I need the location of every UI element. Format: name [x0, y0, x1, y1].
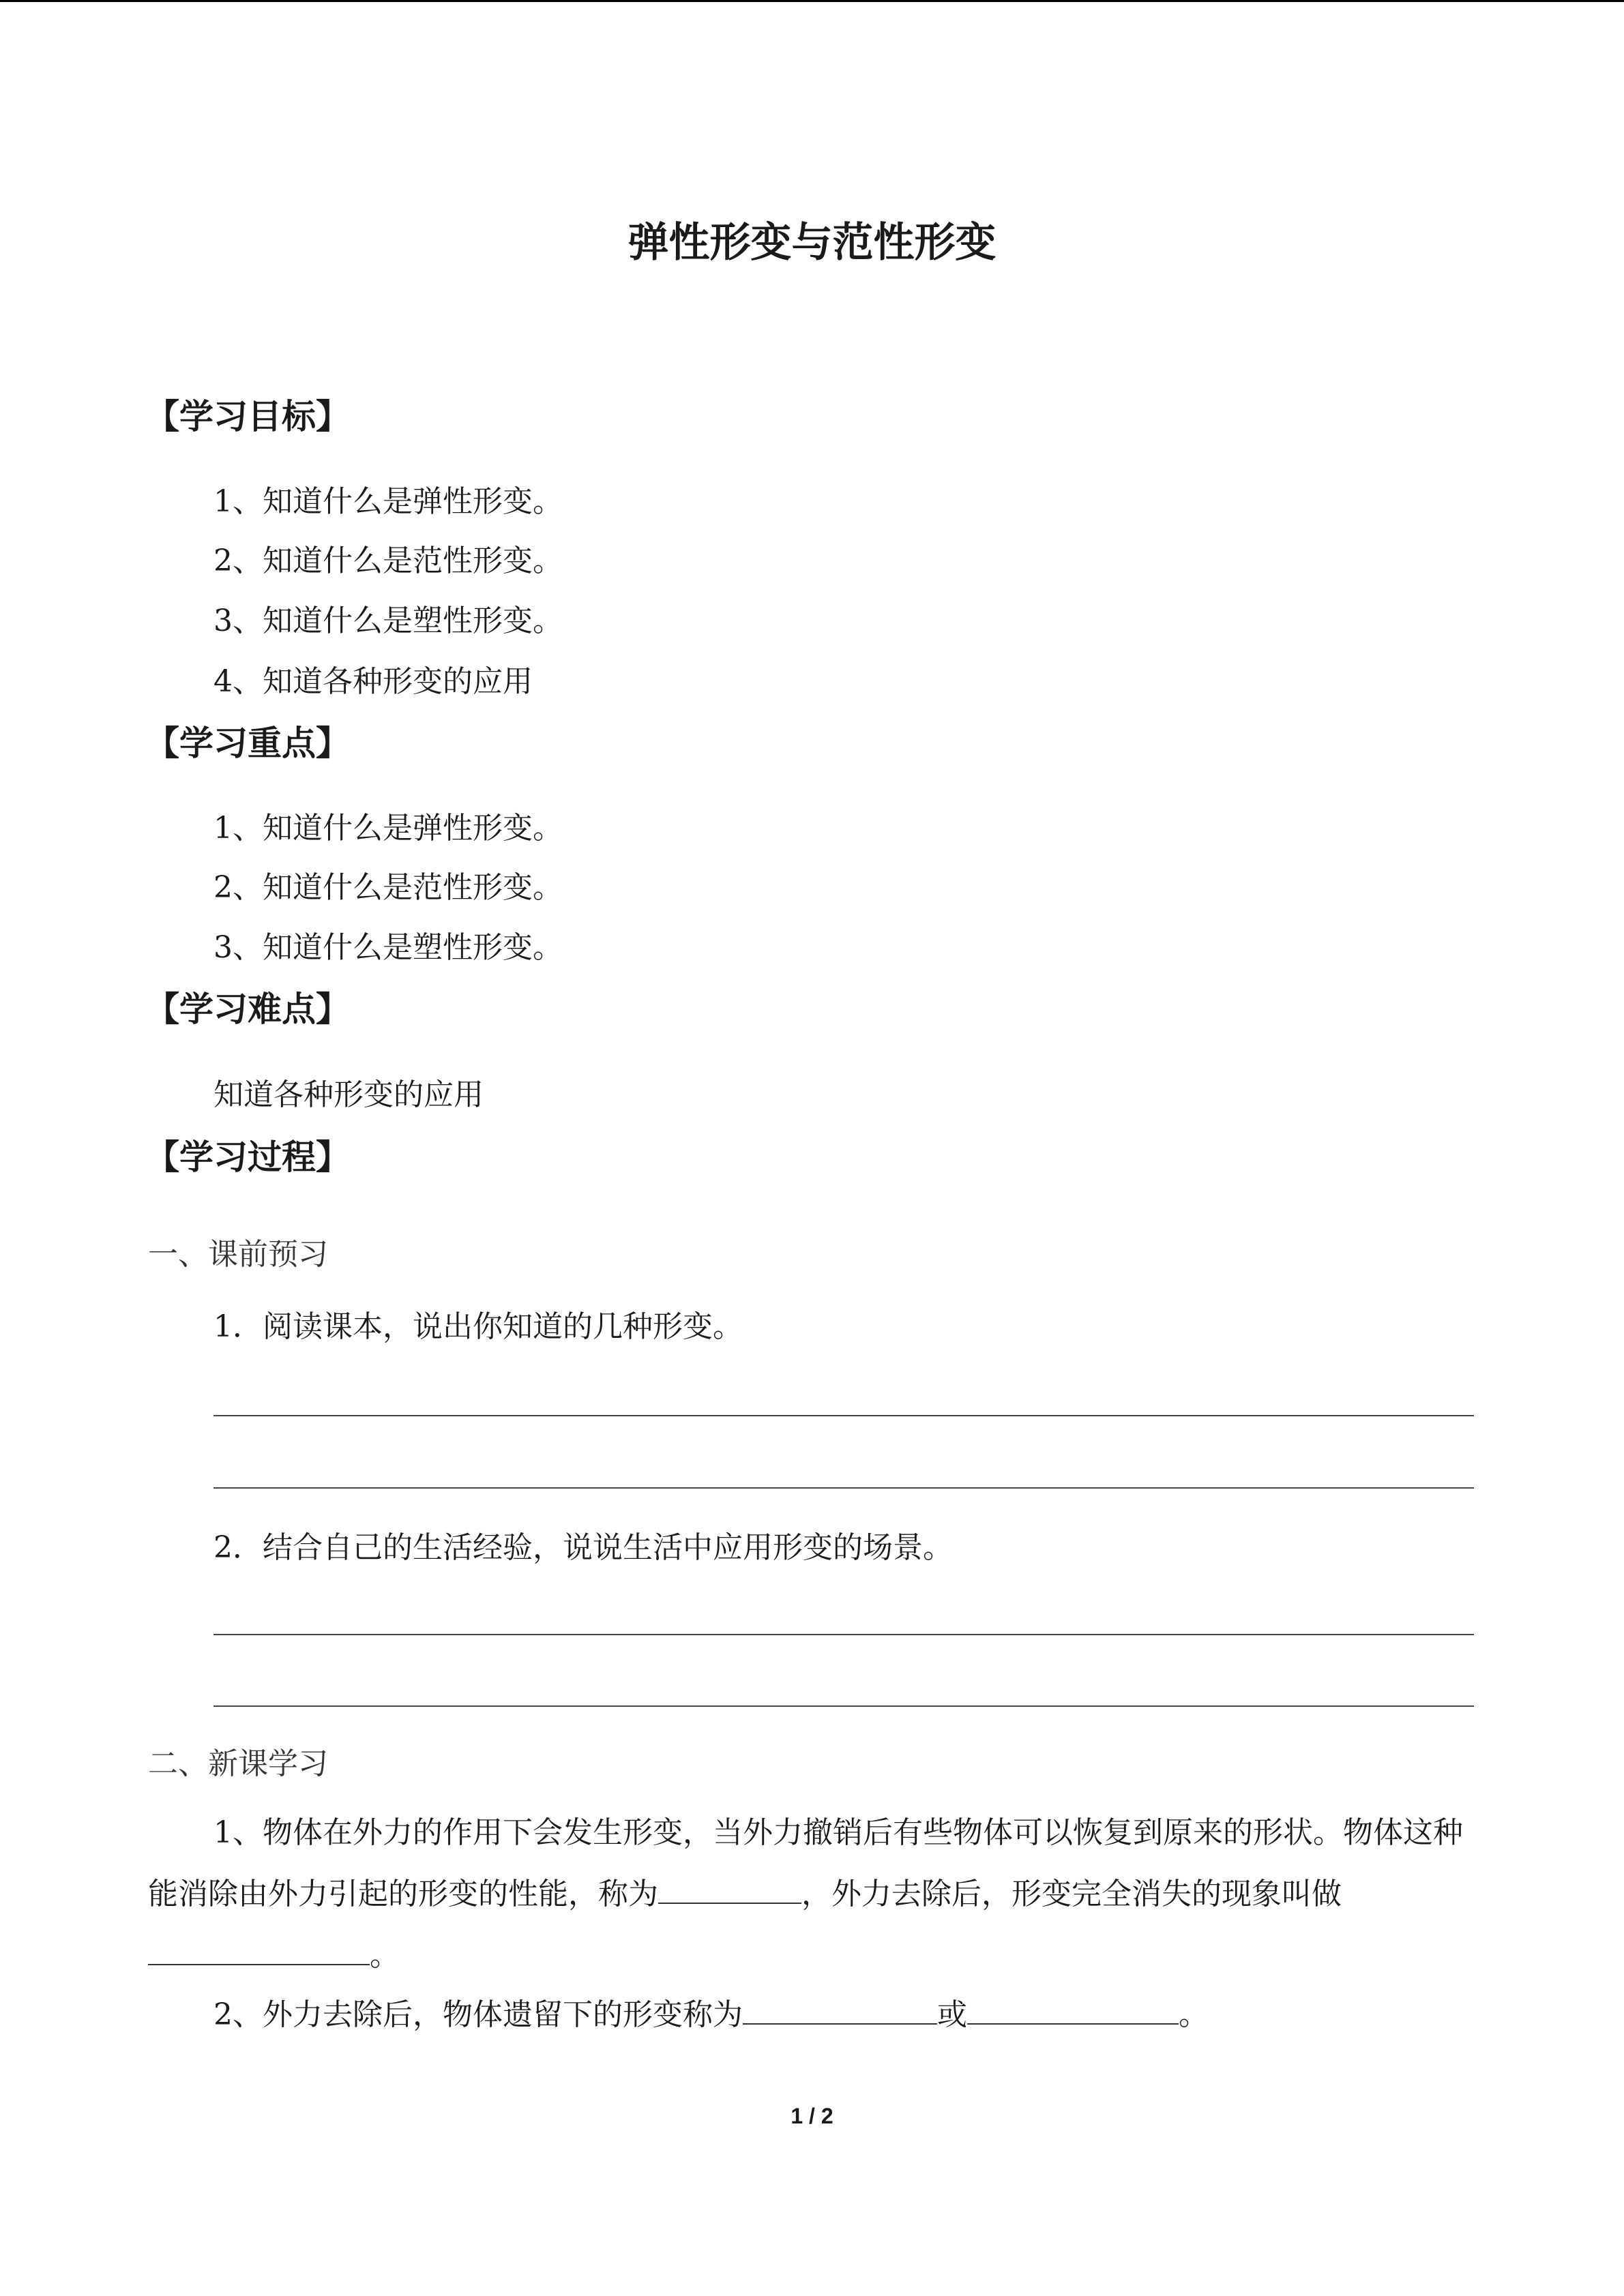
- key-point-item: 2、知道什么是范性形变。: [213, 870, 563, 905]
- new-lesson-section-title: 二、新课学习: [148, 1746, 328, 1781]
- paragraph-text: 或: [937, 1997, 967, 2032]
- new-lesson-paragraph-2: [148, 1984, 1474, 2046]
- difficulties-heading: 【学习难点】: [145, 989, 350, 1029]
- objective-item: 1、知道什么是弹性形变。: [213, 484, 563, 519]
- process-heading: 【学习过程】: [145, 1137, 350, 1177]
- paragraph-text: 。: [370, 1938, 400, 1973]
- key-point-item: 3、知道什么是塑性形变。: [213, 930, 563, 965]
- fill-blank[interactable]: [967, 1996, 1179, 2025]
- preview-question-1: 1．阅读课本，说出你知道的几种形变。: [213, 1309, 743, 1344]
- difficulty-text: 知道各种形变的应用: [213, 1077, 484, 1112]
- paragraph-text: ，外力去除后，形变完全消失的现象叫做: [801, 1877, 1342, 1911]
- paragraph-text: 1、物体在外力的作用下会发生形变，当外力撤销后有些物体可以恢复到原来的形状。物体这种能消除由外力引起的形变的性能，称为: [148, 1815, 1463, 1911]
- preview-question-2: 2．结合自己的生活经验，说说生活中应用形变的场景。: [213, 1530, 953, 1565]
- objective-item: 2、知道什么是范性形变。: [213, 543, 563, 578]
- objective-item: 3、知道什么是塑性形变。: [213, 603, 563, 638]
- answer-line[interactable]: [213, 1634, 1474, 1635]
- objective-item: 4、知道各种形变的应用: [213, 664, 533, 699]
- paragraph-text: 。: [1179, 1997, 1209, 2032]
- key-point-item: 1、知道什么是弹性形变。: [213, 811, 563, 846]
- preview-section-title: 一、课前预习: [148, 1237, 328, 1272]
- answer-line[interactable]: [213, 1705, 1474, 1707]
- page-title: 弹性形变与范性形变: [628, 219, 996, 267]
- objectives-heading: 【学习目标】: [145, 397, 350, 436]
- key-points-heading: 【学习重点】: [145, 724, 350, 763]
- fill-blank[interactable]: [743, 1996, 937, 2025]
- page-number: 1 / 2: [791, 2104, 833, 2128]
- answer-line[interactable]: [213, 1487, 1474, 1489]
- fill-blank[interactable]: [148, 1937, 370, 1965]
- answer-line[interactable]: [213, 1415, 1474, 1416]
- paragraph-text: 2、外力去除后，物体遗留下的形变称为: [213, 1997, 743, 2032]
- fill-blank[interactable]: [658, 1875, 801, 1904]
- new-lesson-paragraph-1: [148, 1802, 1474, 1986]
